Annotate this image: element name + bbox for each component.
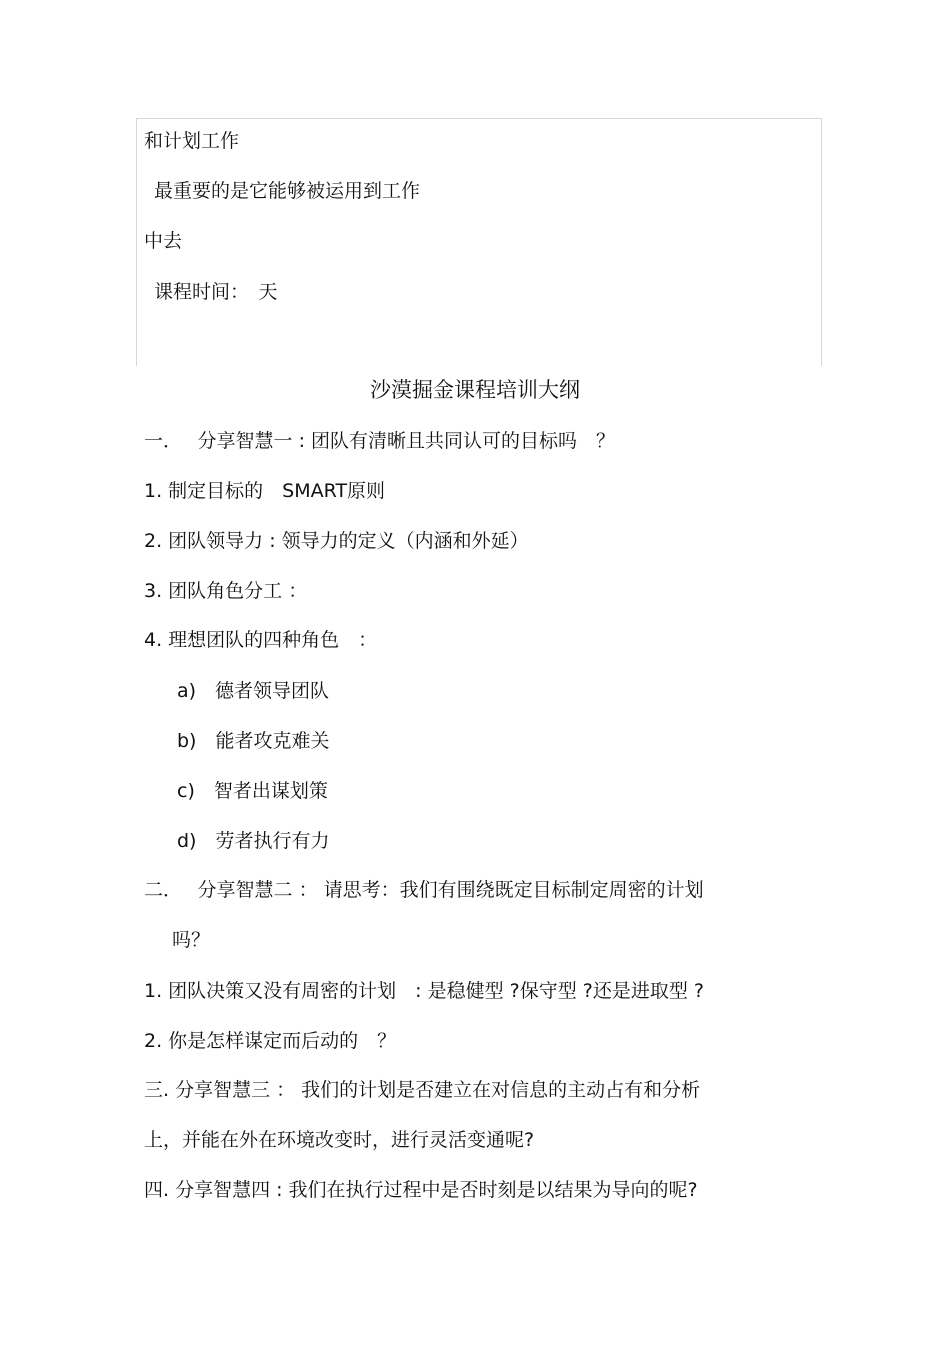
- section-2-item: 2. 你是怎样谋定而后动的 ？: [144, 1030, 397, 1052]
- intro-box: [136, 118, 822, 366]
- role-item: a) 德者领导团队: [177, 680, 330, 702]
- intro-line-3: 中去: [144, 230, 183, 252]
- intro-line-1: 和计划工作: [144, 130, 240, 152]
- section-4-heading: 四. 分享智慧四 : 我们在执行过程中是否时刻是以结果为导向的呢?: [144, 1179, 698, 1201]
- role-item: d) 劳者执行有力: [177, 830, 330, 852]
- section-2-heading-cont: 吗？: [172, 929, 211, 951]
- section-1-item: 1. 制定目标的 SMART原则: [144, 480, 386, 502]
- course-duration: 课程时间： 天: [154, 281, 278, 303]
- section-1-item: 2. 团队领导力 : 领导力的定义（内涵和外延）: [144, 530, 529, 552]
- outline-title: 沙漠掘金课程培训大纲: [370, 378, 580, 402]
- section-3-heading: 三. 分享智慧三 ： 我们的计划是否建立在对信息的主动占有和分析: [144, 1079, 701, 1101]
- section-1-heading: 一． 分享智慧一 : 团队有清晰且共同认可的目标吗 ？: [144, 430, 616, 452]
- intro-line-2: 最重要的是它能够被运用到工作: [154, 180, 421, 202]
- role-item: c) 智者出谋划策: [177, 780, 328, 802]
- section-2-heading: 二． 分享智慧二 ： 请思考：我们有围绕既定目标制定周密的计划: [144, 879, 704, 901]
- section-2-item: 1. 团队决策又没有周密的计划 : 是稳健型 ?保守型 ?还是进取型 ?: [144, 980, 704, 1002]
- section-3-heading-cont: 上，并能在外在环境改变时，进行灵活变通呢?: [144, 1129, 535, 1151]
- section-1-item: 3. 团队角色分工 ：: [144, 580, 308, 602]
- role-item: b) 能者攻克难关: [177, 730, 330, 752]
- section-1-item: 4. 理想团队的四种角色 ：: [144, 629, 378, 651]
